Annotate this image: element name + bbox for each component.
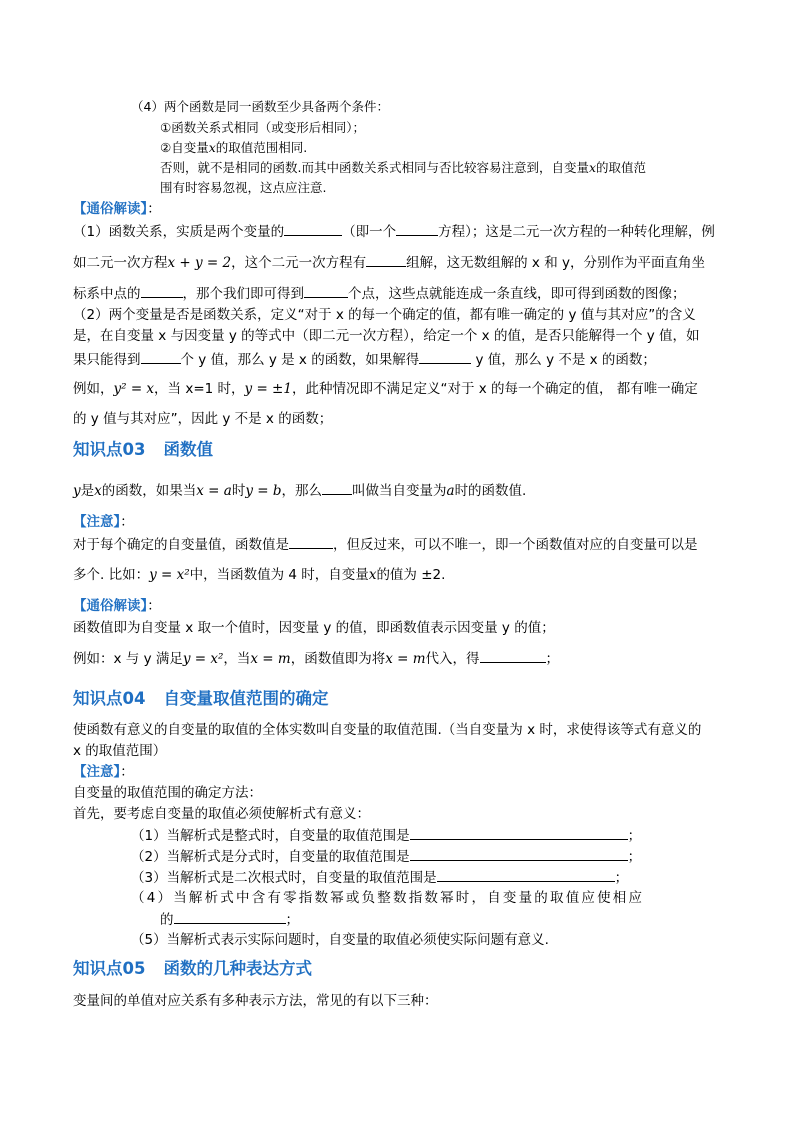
kp04-note-tag: 【注意】： xyxy=(73,764,134,780)
plain1-line5: 是，在自变量 x 与因变量 y 的等式中（即二元一次方程），给定一个 x 的值，是否只能解得一个 y 值，如 xyxy=(73,328,700,344)
item4-title: （4）两个函数是同一函数至少具备两个条件： xyxy=(131,99,389,114)
fill-blank xyxy=(304,284,348,298)
plain1-line7: 例如，y² = x，当 x=1 时，y = ±1，此种情况即不满足定义“对于 x 的每一个确定的值， 都有唯一确定 xyxy=(73,381,698,397)
kp03-plain-tag: 【通俗解读】： xyxy=(73,598,161,614)
plain1-line6: 果只能得到 个 y 值，那么 y 是 x 的函数，如果解得 y 值，那么 y 不是 x 的函数； xyxy=(73,352,656,368)
kp04-item-2: （2）当解析式是分式时，自变量的取值范围是 ； xyxy=(131,849,642,865)
kp04-note-line1: 自变量的取值范围的确定方法： xyxy=(73,785,262,801)
fill-blank xyxy=(366,253,406,267)
kp03-note-tag: 【注意】： xyxy=(73,514,134,530)
kp04-item-1: （1）当解析式是整式时，自变量的取值范围是 ； xyxy=(131,828,642,844)
fill-blank xyxy=(410,847,628,861)
fill-blank xyxy=(141,284,183,298)
plain1-line1: （1）函数关系，实质是两个变量的 （即一个 方程）；这是二元一次方程的一种转化理解，例 xyxy=(73,224,715,240)
kp03-definition: y是x的函数，如果当x = a时y = b，那么 叫做当自变量为a时的函数值. xyxy=(73,483,527,499)
fill-blank xyxy=(410,826,628,840)
kp03-plain-line2: 例如：x 与 y 满足y = x²，当x = m，函数值即为将x = m代入，得 ； xyxy=(73,651,560,667)
item4-note-line2: 围有时容易忽视，这点应注意. xyxy=(160,180,327,195)
kp03-note-line1: 对于每个确定的自变量值，函数值是 ，但反过来，可以不唯一，即一个函数值对应的自变量可以是 xyxy=(73,537,698,553)
fill-blank xyxy=(322,481,352,495)
kp04-item-4: （4）当解析式中含有零指数幂或负整数指数幂时，自变量的取值应使相应 xyxy=(131,890,645,906)
fill-blank xyxy=(289,535,333,549)
kp04-line2: x 的取值范围） xyxy=(73,743,167,759)
fill-blank xyxy=(284,222,342,236)
kp04-line1: 使函数有意义的自变量的取值的全体实数叫自变量的取值范围.（当自变量为 x 时，求使得该等式有意义的 xyxy=(73,722,702,738)
section-heading-kp04: 知识点04 自变量取值范围的确定 xyxy=(73,689,329,708)
plain1-line8: 的 y 值与其对应”，因此 y 不是 x 的函数； xyxy=(73,411,333,427)
plain1-line4: （2）两个变量是否是函数关系，定义“对于 x 的每一个确定的值，都有唯一确定的 y 值与其对应”的含义 xyxy=(73,307,696,323)
kp05-line1: 变量间的单值对应关系有多种表示方法，常见的有以下三种： xyxy=(73,993,438,1009)
section-heading-kp05: 知识点05 函数的几种表达方式 xyxy=(73,959,312,978)
fill-blank xyxy=(480,649,546,663)
kp04-note-line2: 首先，要考虑自变量的取值必须使解析式有意义： xyxy=(73,806,370,822)
kp04-item-5: （5）当解析式表示实际问题时，自变量的取值必须使实际问题有意义. xyxy=(131,932,549,948)
item4-condition-2: ②自变量x的取值范围相同. xyxy=(160,140,308,155)
fill-blank xyxy=(419,350,471,364)
kp03-note-line2: 多个. 比如：y = x²中，当函数值为 4 时，自变量x的值为 ±2. xyxy=(73,567,446,583)
fill-blank xyxy=(141,350,181,364)
fill-blank xyxy=(174,910,286,924)
plain1-line3: 标系中点的 ，那个我们即可得到 个点，这些点就能连成一条直线，即可得到函数的图像； xyxy=(73,286,686,302)
kp04-item-3: （3）当解析式是二次根式时，自变量的取值范围是 ； xyxy=(131,870,629,886)
kp04-item-4-cont: 的 ； xyxy=(160,912,299,928)
item4-condition-1: ①函数关系式相同（或变形后相同）； xyxy=(160,120,365,135)
plain1-line2: 如二元一次方程x + y = 2，这个二元一次方程有 组解，这无数组解的 x 和 y，分别作为平面直角坐 xyxy=(73,255,705,271)
fill-blank xyxy=(437,868,615,882)
fill-blank xyxy=(396,222,438,236)
section-heading-kp03: 知识点03 函数值 xyxy=(73,440,213,459)
plain-explanation-tag-1: 【通俗解读】： xyxy=(73,201,161,217)
kp03-plain-line1: 函数值即为自变量 x 取一个值时，因变量 y 的值，即函数值表示因变量 y 的值； xyxy=(73,620,555,636)
item4-note-line1: 否则，就不是相同的函数.而其中函数关系式相同与否比较容易注意到，自变量x的取值范 xyxy=(160,160,647,175)
